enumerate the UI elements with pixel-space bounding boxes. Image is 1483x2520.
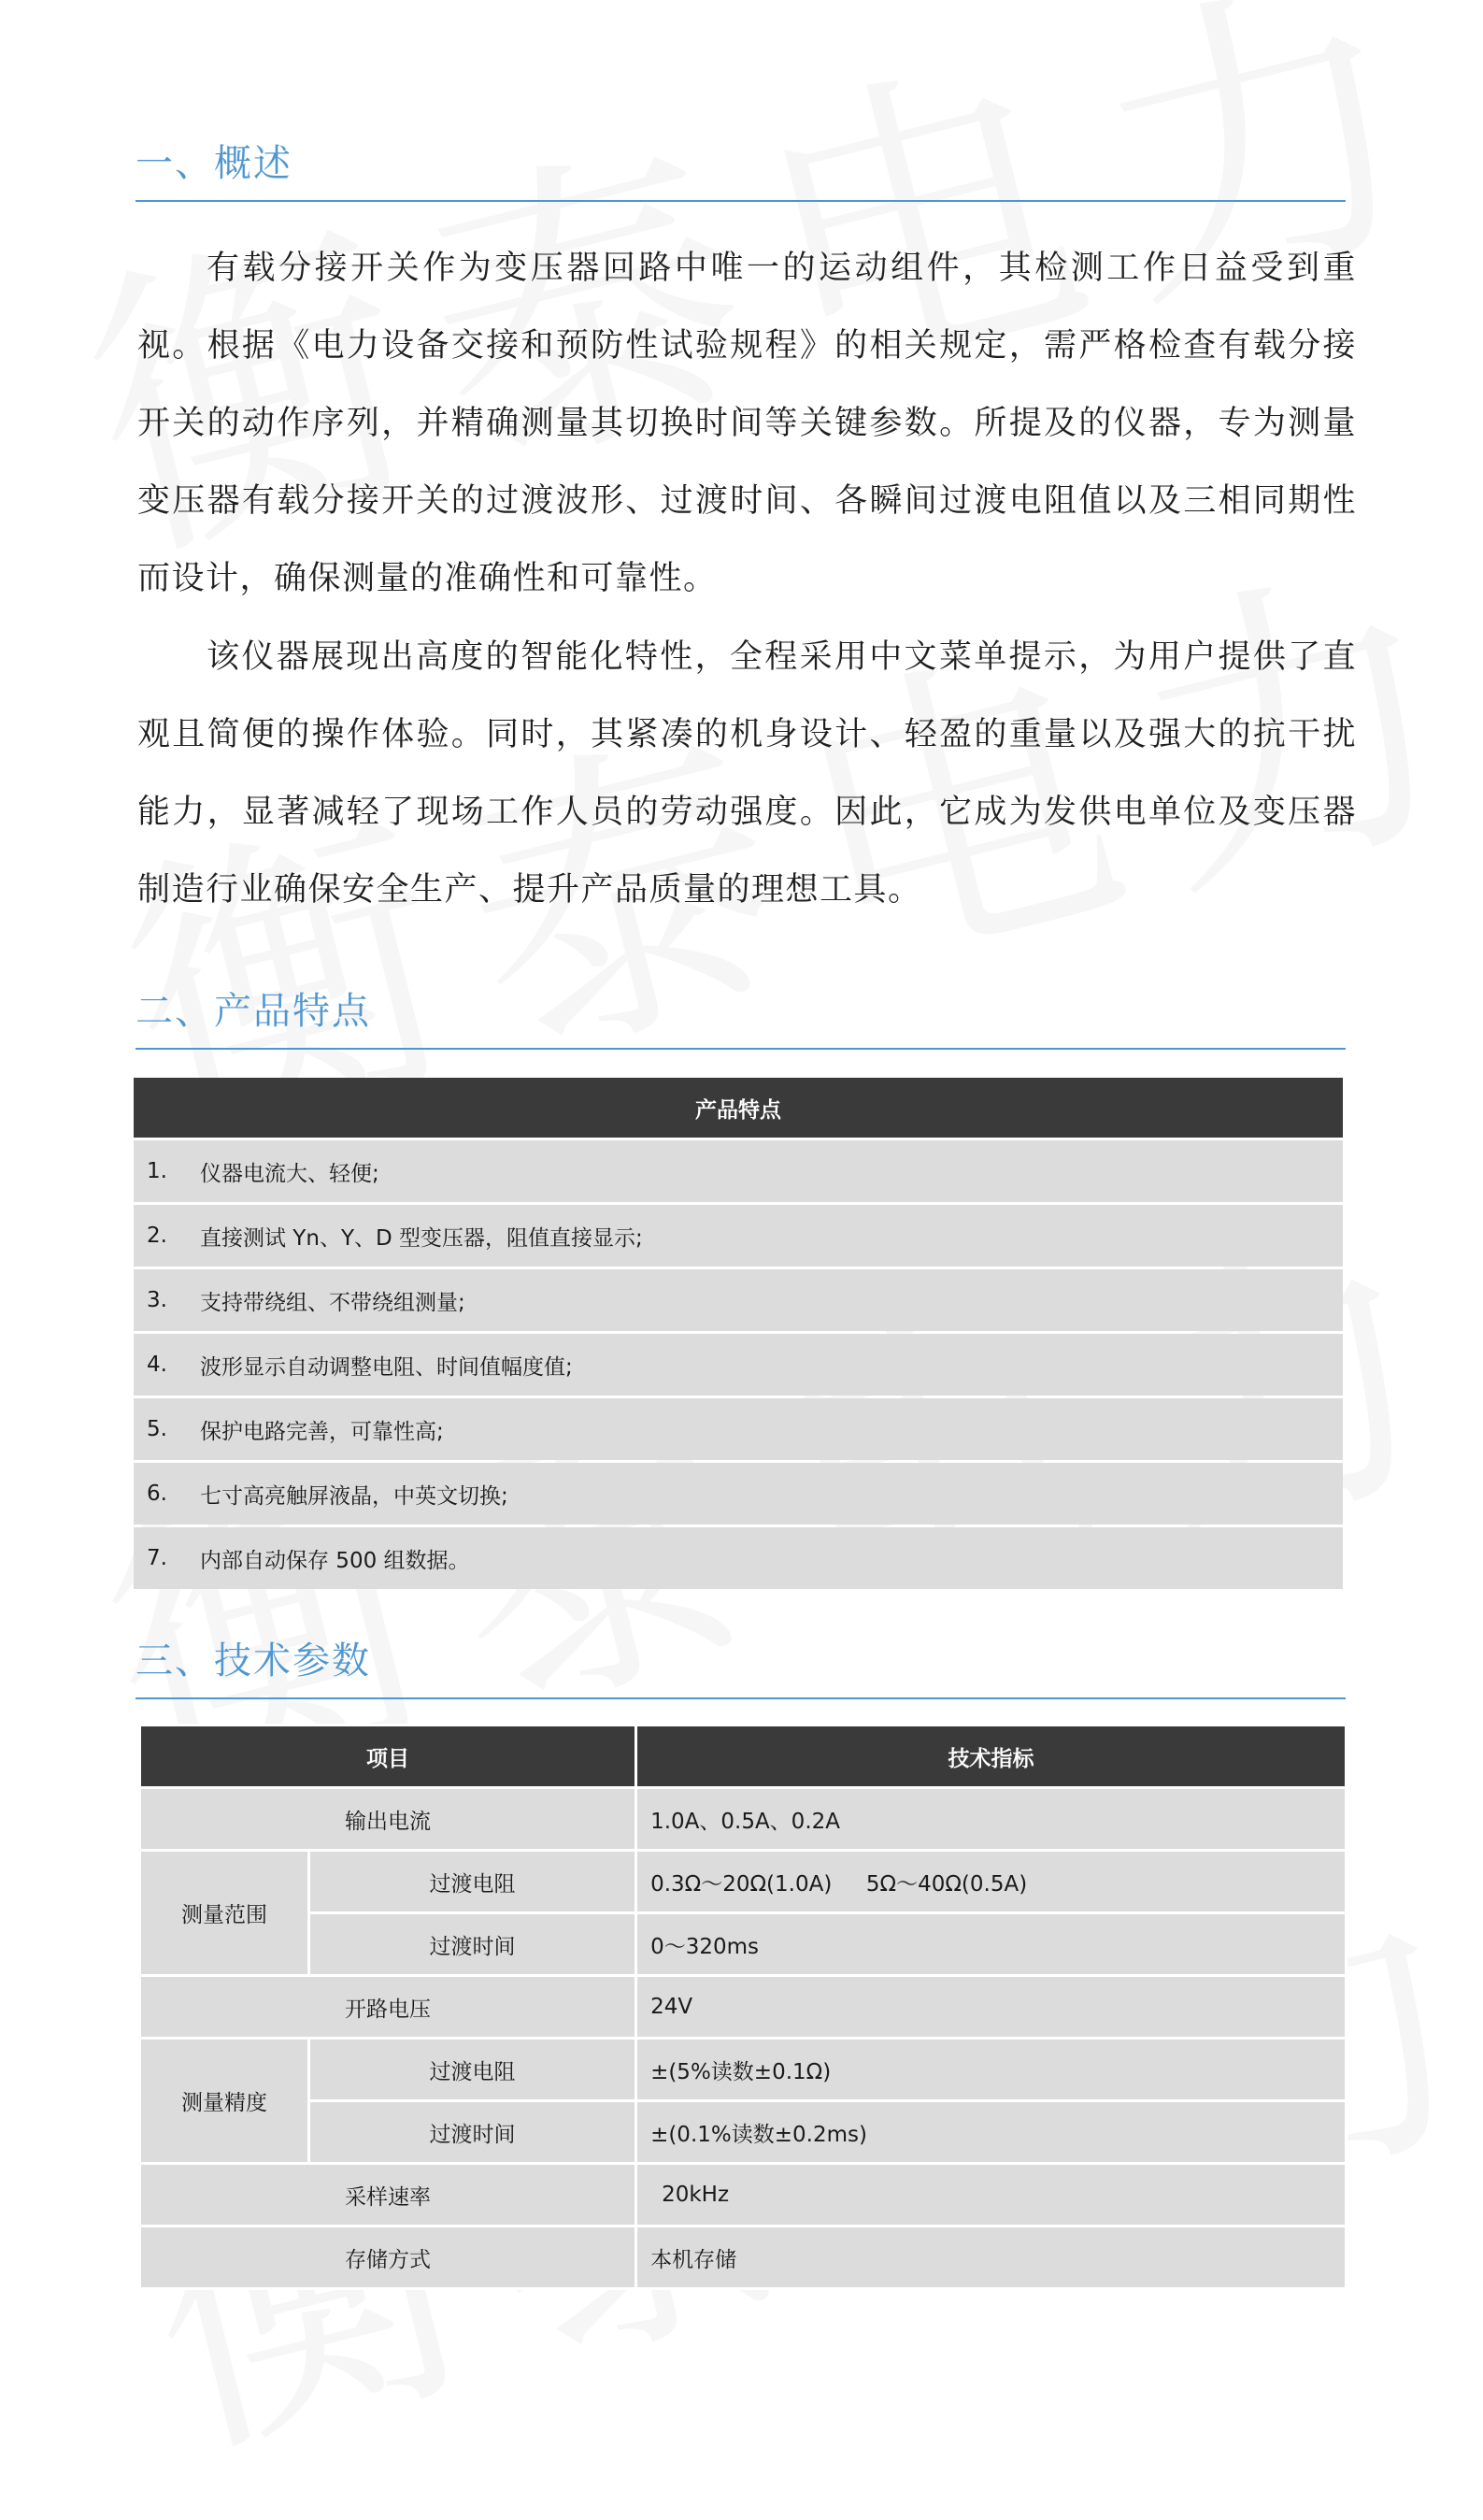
feature-number: 4. — [134, 1334, 199, 1396]
features-table — [134, 1075, 1343, 1592]
feature-number: 6. — [134, 1463, 199, 1525]
spec-label: 输出电流 — [140, 1788, 636, 1851]
spec-sublabel: 过渡时间 — [309, 2101, 636, 2164]
spec-sublabel: 过渡电阻 — [309, 2039, 636, 2101]
specs-header-item: 项目 — [140, 1725, 636, 1788]
spec-value: 24V — [636, 1976, 1347, 2039]
feature-number: 3. — [134, 1269, 199, 1331]
feature-number: 1. — [134, 1140, 199, 1202]
spec-value: ±(5%读数±0.1Ω) — [636, 2039, 1347, 2101]
feature-text: 直接测试 Yn、Y、D 型变压器，阻值直接显示; — [199, 1205, 1343, 1267]
feature-row — [134, 1334, 1343, 1396]
spec-value: 0.3Ω～20Ω(1.0A) 5Ω～40Ω(0.5A) — [636, 1851, 1347, 1913]
feature-row — [134, 1269, 1343, 1331]
spec-label: 采样速率 — [140, 2164, 636, 2226]
feature-number: 7. — [134, 1527, 199, 1589]
feature-text: 仪器电流大、轻便; — [199, 1140, 1343, 1202]
feature-text: 七寸高亮触屏液晶，中英文切换; — [199, 1463, 1343, 1525]
feature-row — [134, 1205, 1343, 1267]
feature-row — [134, 1463, 1343, 1525]
features-table-header: 产品特点 — [134, 1078, 1343, 1138]
spec-sublabel: 过渡电阻 — [309, 1851, 636, 1913]
spec-label: 测量范围 — [140, 1851, 309, 1976]
specs-table — [138, 1724, 1348, 2290]
spec-row — [140, 1976, 1347, 2039]
section-title-features: 二、产品特点 — [135, 981, 1346, 1050]
specs-header-spec: 技术指标 — [636, 1725, 1347, 1788]
spec-value: 20kHz — [636, 2164, 1347, 2226]
spec-row — [140, 2039, 1347, 2101]
spec-value: 1.0A、0.5A、0.2A — [636, 1788, 1347, 1851]
section-title-overview: 一、概述 — [135, 134, 1346, 202]
spec-row — [140, 1851, 1347, 1913]
spec-row — [140, 1913, 1347, 1976]
spec-row — [140, 2101, 1347, 2164]
feature-text: 波形显示自动调整电阻、时间值幅度值; — [199, 1334, 1343, 1396]
spec-label: 存储方式 — [140, 2226, 636, 2289]
overview-paragraph-1: 有载分接开关作为变压器回路中唯一的运动组件，其检测工作日益受到重视。根据《电力设备交接和预防性试验规程》的相关规定，需严格检查有载分接开关的动作序列，并精确测量其切换时间等关键参数。所提及的仪器，专为测量变压器有载分接开关的过渡波形、过渡时间、各瞬间过渡电阻值以及三相同期性而设计，确保测量的准确性和可靠性。 — [137, 250, 1357, 597]
spec-row — [140, 2226, 1347, 2289]
spec-label: 测量精度 — [140, 2039, 309, 2164]
feature-row — [134, 1398, 1343, 1460]
spec-value: 本机存储 — [636, 2226, 1347, 2289]
section-title-specs: 三、技术参数 — [135, 1631, 1346, 1699]
spec-value: 0～320ms — [636, 1913, 1347, 1976]
spec-row — [140, 1788, 1347, 1851]
feature-row — [134, 1140, 1343, 1202]
feature-text: 支持带绕组、不带绕组测量; — [199, 1269, 1343, 1331]
feature-text: 内部自动保存 500 组数据。 — [199, 1527, 1343, 1589]
feature-text: 保护电路完善，可靠性高; — [199, 1398, 1343, 1460]
spec-sublabel: 过渡时间 — [309, 1913, 636, 1976]
spec-row — [140, 2164, 1347, 2226]
spec-label: 开路电压 — [140, 1976, 636, 2039]
feature-row — [134, 1527, 1343, 1589]
feature-number: 2. — [134, 1205, 199, 1267]
overview-paragraph-2: 该仪器展现出高度的智能化特性，全程采用中文菜单提示，为用户提供了直观且简便的操作体验。同时，其紧凑的机身设计、轻盈的重量以及强大的抗干扰能力，显著减轻了现场工作人员的劳动强度。因此，它成为发供电单位及变压器制造行业确保安全生产、提升产品质量的理想工具。 — [137, 638, 1357, 909]
spec-value: ±(0.1%读数±0.2ms) — [636, 2101, 1347, 2164]
feature-number: 5. — [134, 1398, 199, 1460]
